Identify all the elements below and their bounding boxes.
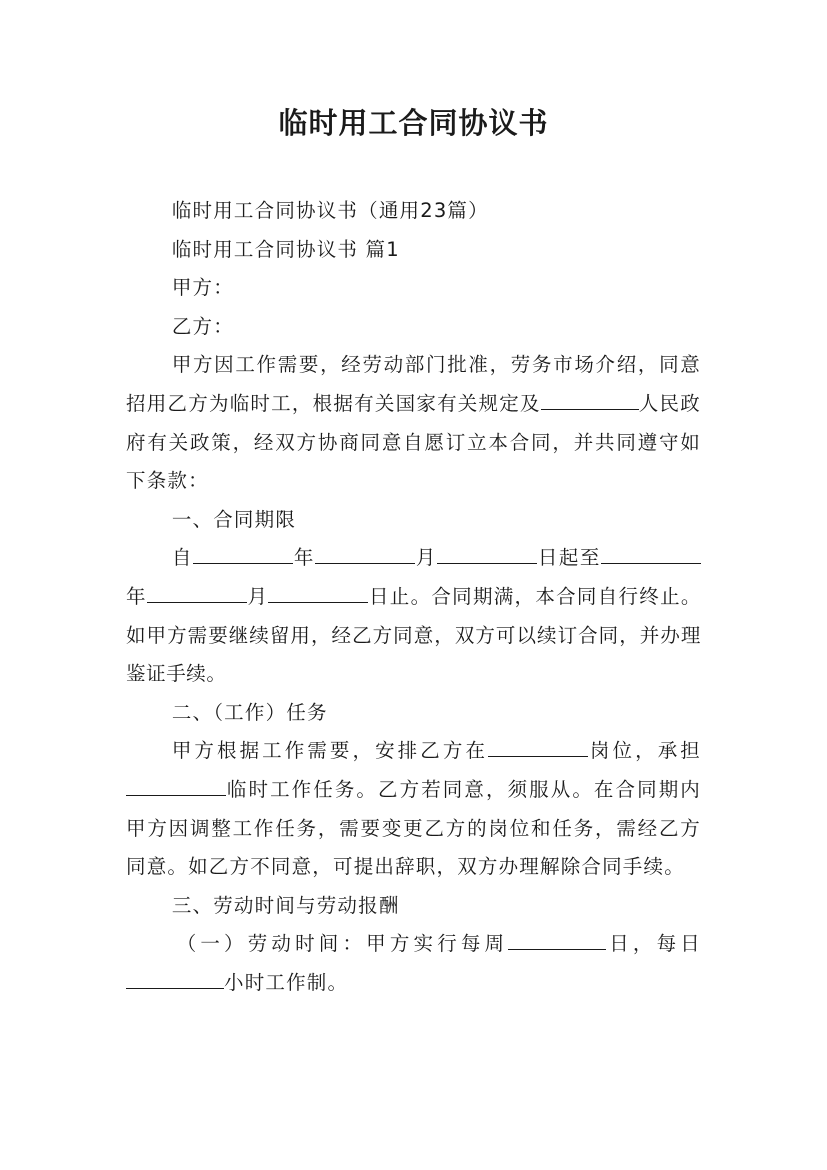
document-subtitle: 临时用工合同协议书（通用23篇） xyxy=(171,199,489,222)
end-month-blank xyxy=(147,583,247,603)
month-label: 月 xyxy=(414,546,437,570)
section-3-heading: 三、劳动时间与劳动报酬 xyxy=(171,893,400,917)
task-text-1: 甲方根据工作需要，安排乙方在 xyxy=(171,739,489,763)
intro-text-1: 甲方因工作需要，经劳动部门批准，劳务市场介绍，同意招用乙方为临时工，根据有关国家有关规定及 xyxy=(126,353,701,415)
hours-per-day-blank xyxy=(126,969,224,989)
section-3-item-1 xyxy=(126,925,701,1002)
end-year-blank xyxy=(601,545,701,565)
work-time-text-2: 日，每日 xyxy=(606,932,701,956)
section-2-heading: 二、（工作）任务 xyxy=(171,700,328,724)
intro-text-2: 人民政府有关政策，经双方协商同意自愿订立本合同，并共同遵守如下条款： xyxy=(126,391,701,493)
document-title: 临时用工合同协议书 xyxy=(278,106,549,140)
year-label-2: 年 xyxy=(126,584,147,608)
start-month-blank xyxy=(315,545,415,565)
day-start-label: 日起至 xyxy=(536,546,601,570)
start-year-blank xyxy=(193,545,293,565)
section-2-paragraph xyxy=(126,732,701,886)
party-a-label: 甲方： xyxy=(171,276,234,300)
work-time-text-1: （一）劳动时间：甲方实行每周 xyxy=(176,932,509,956)
year-label: 年 xyxy=(292,546,315,570)
from-label: 自 xyxy=(171,546,193,570)
task-text-3: 临时工作任务。乙方若同意，须服从。在合同期内甲方因调整工作任务，需要变更乙方的岗位和任务，需经乙方同意。如乙方不同意，可提出辞职，双方办理解除合同手续。 xyxy=(126,777,701,879)
position-blank xyxy=(488,738,588,758)
days-per-week-blank xyxy=(508,931,606,951)
section-1-heading: 一、合同期限 xyxy=(171,507,297,531)
end-day-blank xyxy=(268,583,368,603)
intro-paragraph xyxy=(126,346,701,500)
work-time-text-3: 小时工作制。 xyxy=(224,970,349,994)
section-1-paragraph xyxy=(126,539,701,693)
start-day-blank xyxy=(437,545,537,565)
day-end-text: 日止。合同期满，本合同自行终止。如甲方需要继续留用，经乙方同意，双方可以续订合同，并办理鉴证手续。 xyxy=(126,584,701,686)
party-b-label: 乙方： xyxy=(171,314,234,338)
task-text-2: 岗位，承担 xyxy=(588,739,701,763)
task-blank xyxy=(126,776,226,796)
region-blank xyxy=(541,390,639,410)
chapter-heading: 临时用工合同协议书 篇1 xyxy=(171,237,400,261)
month-label-2: 月 xyxy=(246,584,269,608)
document-body xyxy=(126,192,701,1002)
